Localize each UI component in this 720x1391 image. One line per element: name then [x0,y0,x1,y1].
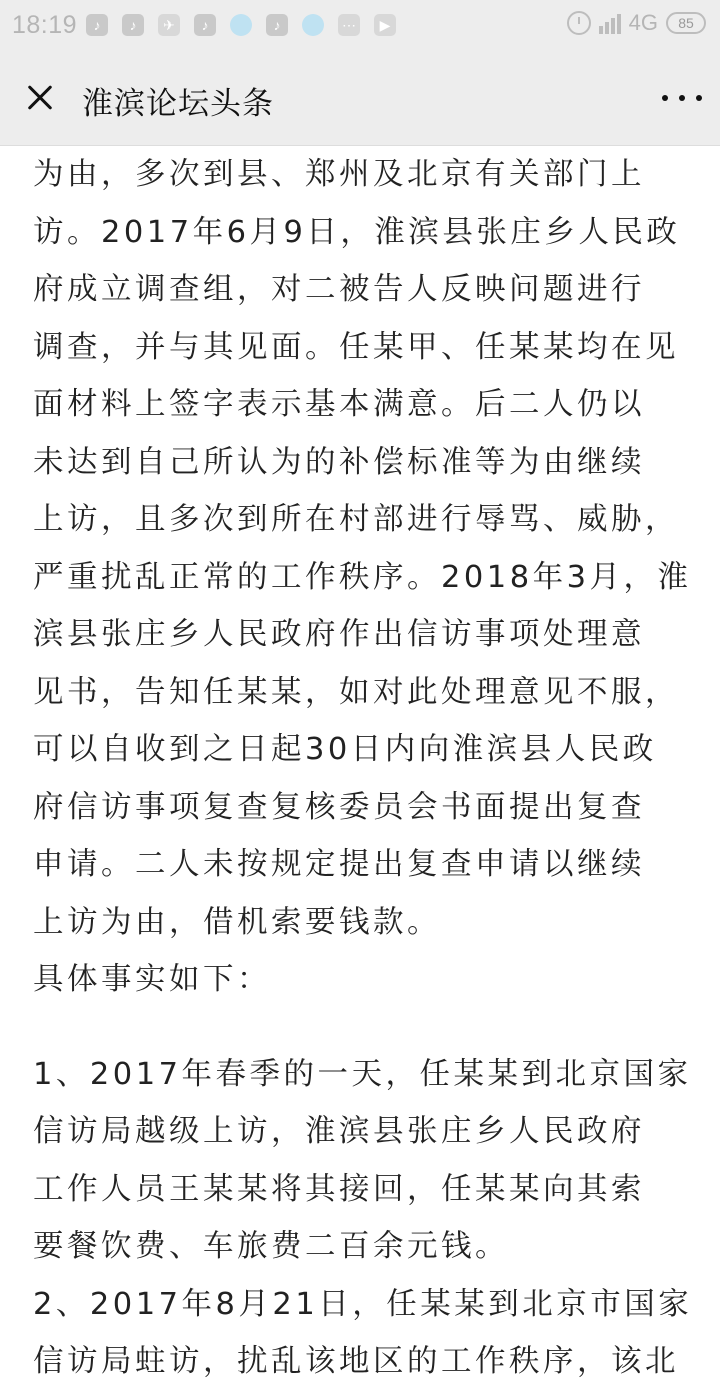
status-bar [0,0,720,50]
article-line: 为由，多次到县、郑州及北京有关部门上 [33,157,645,192]
status-app-icons [86,14,396,36]
article-line: 访。2017年6月9日，淮滨县张庄乡人民政 [33,214,681,250]
tiktok-icon: ♪ [122,14,144,36]
article-line: 要餐饮费、车旅费二百余元钱。 [33,1229,509,1264]
article-line: 严重扰乱正常的工作秩序。2018年3月，淮 [33,559,692,595]
article-line: 申请。二人未按规定提出复查申请以继续 [33,847,645,882]
article-line: 可以自收到之日起30日内向淮滨县人民政 [33,732,657,767]
tiktok-icon: ♪ [194,14,216,36]
article-line: 调查，并与其见面。任某甲、任某某均在见 [33,329,679,365]
paragraph-gap [33,1009,693,1046]
weather-icon: ✈ [158,14,180,36]
chat-bubble-icon [302,14,324,36]
status-indicators [567,10,706,36]
battery-icon [666,12,706,34]
signal-icon [599,12,621,34]
article-line: 2、2017年8月21日，任某某到北京市国家 [33,1286,693,1322]
article-line: 具体事实如下： [33,962,271,997]
message-icon: ⋯ [338,14,360,36]
article-line: 上访，且多次到所在村部进行辱骂、威胁， [33,502,679,537]
article-line: 1、2017年春季的一天，任某某到北京国家 [33,1056,692,1092]
network-label: 4G [628,10,658,35]
tiktok-icon: ♪ [266,14,288,36]
article-line: 府成立调查组，对二被告人反映问题进行 [33,272,645,307]
article-line: 上访为由，借机索要钱款。 [33,904,441,940]
close-icon[interactable] [20,78,60,118]
alarm-icon [567,11,591,35]
article-line: 滨县张庄乡人民政府作出信访事项处理意 [33,617,645,652]
article-line: 府信访事项复查复核委员会书面提出复查 [33,789,645,825]
article-line: 未达到自己所认为的补偿标准等为由继续 [33,444,645,480]
article-line: 面材料上签字表示基本满意。后二人仍以 [33,387,645,422]
chat-bubble-icon [230,14,252,36]
video-icon: ▶ [374,14,396,36]
battery-level: 85 [678,15,694,31]
page-title: 淮滨论坛头条 [82,86,274,122]
status-time: 18:19 [12,11,78,39]
article-line: 工作人员王某某将其接回，任某某向其索 [33,1171,645,1207]
article-line: 信访局越级上访，淮滨县张庄乡人民政府 [33,1114,645,1149]
article-line: 见书，告知任某某，如对此处理意见不服， [33,674,679,710]
article-line: 信访局蛀访，扰乱该地区的工作秩序，该北 [33,1344,679,1379]
more-options-icon[interactable] [662,84,702,112]
tiktok-icon: ♪ [86,14,108,36]
nav-bar [0,50,720,146]
article-content [33,146,693,1379]
